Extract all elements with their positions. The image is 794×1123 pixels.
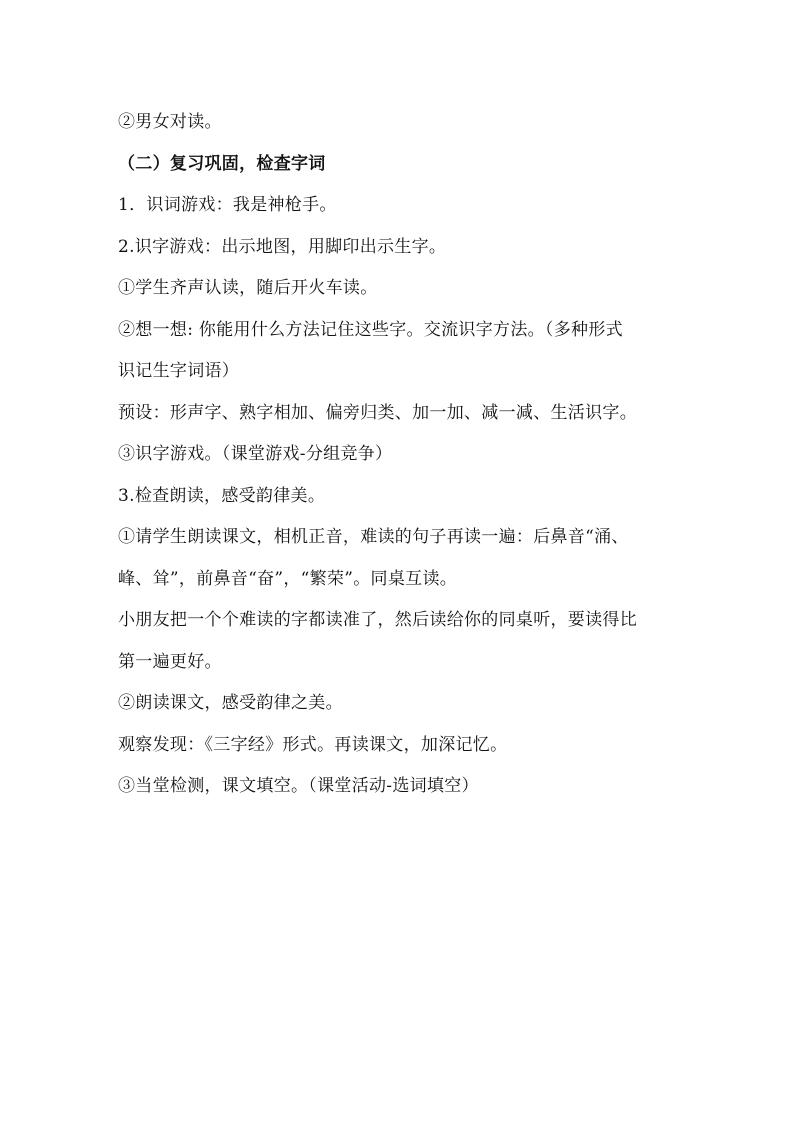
item-word-game: 1．识词游戏：我是神枪手。: [118, 195, 337, 215]
item-check-reading: 3.检查朗读，感受韵律美。: [118, 485, 326, 506]
preset-methods: 预设：形声字、熟字相加、偏旁归类、加一加、减一减、生活识字。: [118, 402, 637, 423]
step-group-reading: ①学生齐声认读，随后开火车读。: [118, 278, 378, 298]
paragraph-friends-reading: 小朋友把一个个难读的字都读准了，然后读给你的同桌听，要读得比: [118, 610, 637, 630]
section-heading-review: （二）复习巩固，检查字词: [118, 153, 326, 174]
step-student-reading-cont: 峰、耸”，前鼻音“奋”，“繁荣”。同桌互读。: [118, 568, 458, 589]
step-student-reading: ①请学生朗读课文，相机正音，难读的句子再读一遍：后鼻音“涌、: [118, 527, 629, 547]
paragraph-friends-reading-cont: 第一遍更好。: [118, 651, 222, 672]
step-boys-girls-reading: ②男女对读。: [118, 112, 222, 132]
step-think-methods: ②想一想: 你能用什么方法记住这些字。交流识字方法。（多种形式: [118, 319, 623, 340]
lesson-plan-body: [118, 102, 688, 808]
observation-note: 观察发现：《三字经》形式。再读课文，加深记忆。: [118, 734, 508, 755]
step-in-class-test: ③当堂检测，课文填空。（课堂活动-选词填空）: [118, 776, 479, 796]
step-literacy-game: ③识字游戏。（课堂游戏-分组竞争）: [118, 444, 393, 464]
step-read-text: ②朗读课文，感受韵律之美。: [118, 693, 343, 713]
item-character-game: 2.识字游戏：出示地图，用脚印出示生字。: [118, 236, 447, 257]
step-think-methods-cont: 识记生字词语）: [118, 361, 240, 381]
